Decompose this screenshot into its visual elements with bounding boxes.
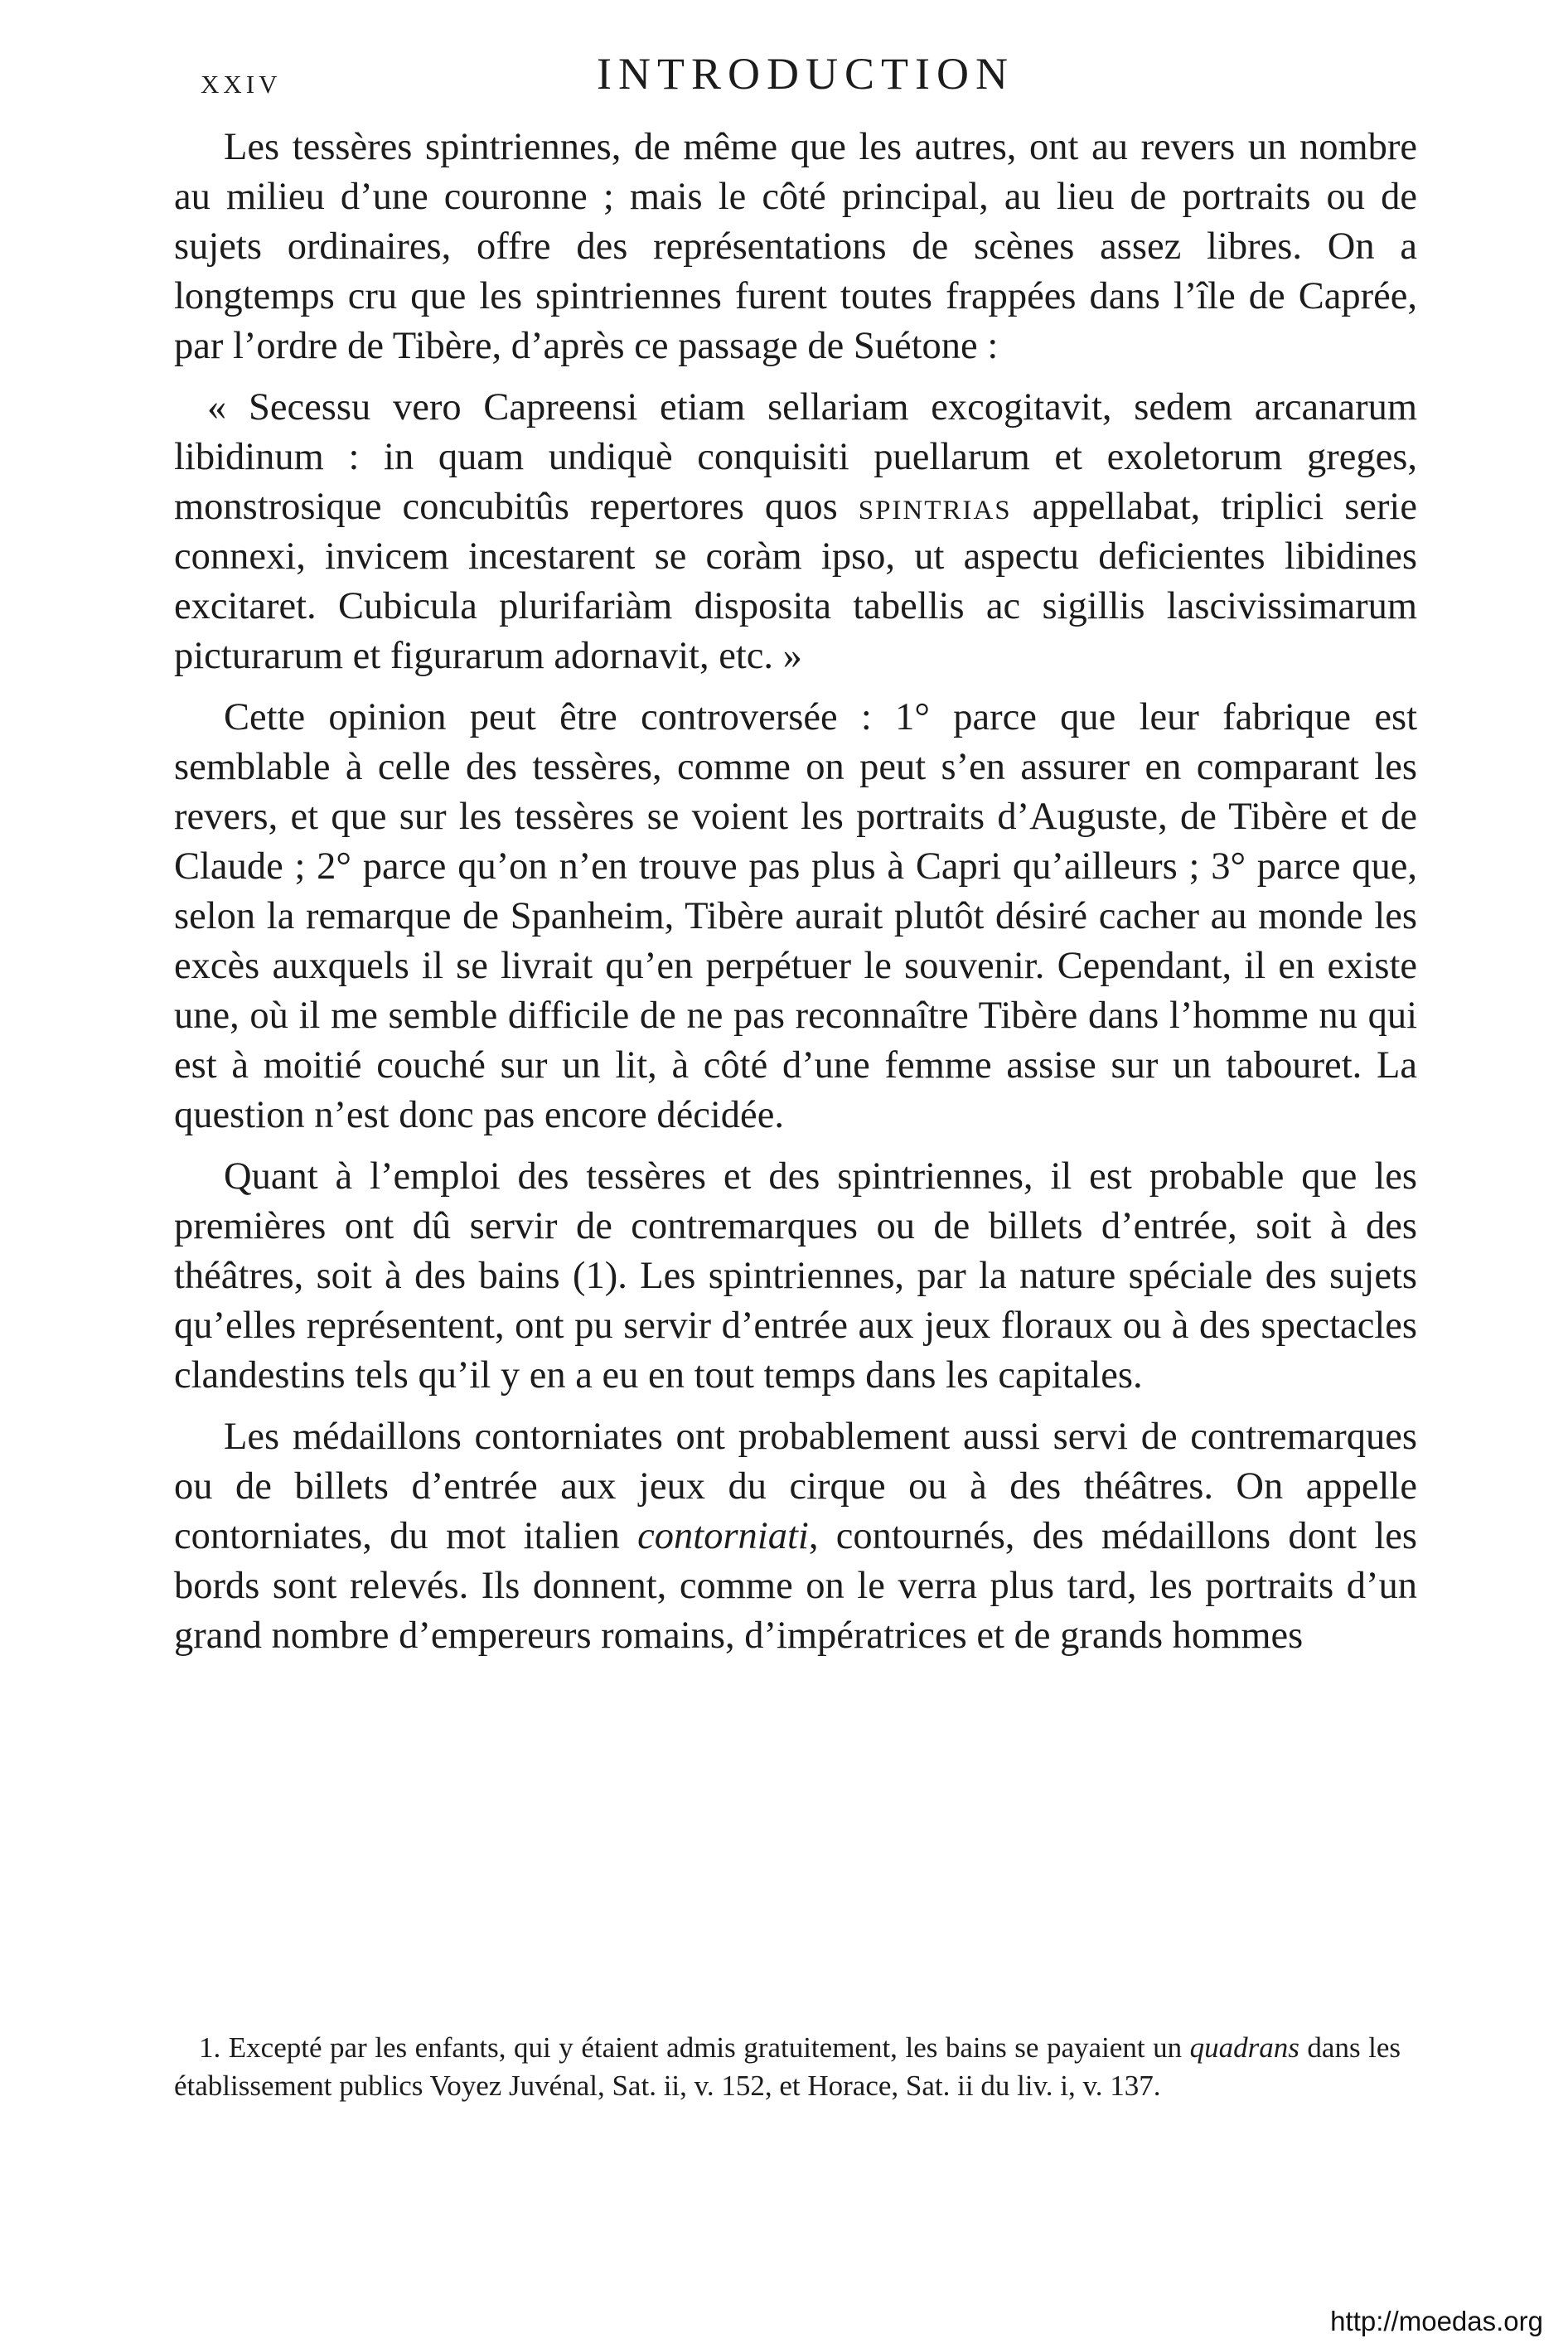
paragraph-contorniates bbox=[174, 1412, 1417, 1661]
footnote-italic-term: quadrans bbox=[1189, 2031, 1299, 2064]
footnotes bbox=[174, 2029, 1401, 2105]
paragraph-spintrian-tesserae: Les tessères spintriennes, de même que les autres, ont au revers un nombre au milieu d’une couronne ; mais le côté principal, au lieu de portraits ou de sujets ordinaires, offre des représentations de scènes assez libres. On a longtemps cru que les spintriennes furent toutes frappées dans l’île de Caprée, par l’ordre de Tibère, d’après ce passage de Suétone : bbox=[174, 126, 1417, 367]
page-header bbox=[196, 48, 1406, 106]
footnote-1 bbox=[174, 2029, 1401, 2105]
quote-smallcaps-term: spintrias bbox=[858, 486, 1012, 528]
paragraph-usage: Quant à l’emploi des tessères et des spintriennes, il est probable que les premières ont dû servir de contremarques ou de billets d’entrée, soit à des théâtres, soit à des bains (1). Les spintriennes, par la nature spéciale des sujets qu’elles représentent, ont pu servir d’entrée aux jeux floraux ou à des spectacles clandestins tels qu’il y en a eu en tout temps dans les capitales. bbox=[174, 1155, 1417, 1397]
footnote-text-end: dans les établissement publics Voyez Juvénal, Sat. ii, v. 152, et Horace, Sat. ii du liv. i, v. 137. bbox=[174, 2031, 1401, 2102]
quote-text-start: « Secessu vero Capreensi etiam sellariam excogitavit, sedem arcanarum libidinum : in quam undiquè conquisiti puellarum et exoletorum greges, monstrosique concubitûs repertores quos bbox=[174, 386, 1417, 528]
contorniates-text-start: Les médaillons contorniates ont probablement aussi servi de contremarques ou de billets d’entrée aux jeux du cirque ou à des théâtres. On appelle contorniates, du mot italien bbox=[174, 1416, 1417, 1557]
watermark-url: http://moedas.org bbox=[1330, 2306, 1543, 2336]
footnote-text-start: 1. Excepté par les enfants, qui y étaient admis gratuitement, les bains se payaient un bbox=[199, 2031, 1190, 2064]
contorniates-text-end: , contournés, des médaillons dont les bords sont relevés. Ils donnent, comme on le verra plus tard, les portraits d’un grand nombre d’empereurs romains, d’impératrices et de grands hommes bbox=[174, 1515, 1417, 1657]
page-number: xxiv bbox=[201, 61, 282, 101]
contorniates-italic-term: contorniati bbox=[637, 1515, 809, 1557]
body-text bbox=[174, 123, 1417, 1673]
paragraph-suetonius-quote bbox=[174, 383, 1417, 681]
paragraph-opinion: Cette opinion peut être controversée : 1° parce que leur fabrique est semblable à celle des tessères, comme on peut s’en assurer en comparant les revers, et que sur les tessères se voient les portraits d’Auguste, de Tibère et de Claude ; 2° parce qu’on n’en trouve pas plus à Capri qu’ailleurs ; 3° parce que, selon la remarque de Spanheim, Tibère aurait plutôt désiré cacher au monde les excès auxquels il se livrait qu’en perpétuer le souvenir. Cependant, il en existe une, où il me semble difficile de ne pas reconnaître Tibère dans l’homme nu qui est à moitié couché sur un lit, à côté d’une femme assise sur un tabouret. La question n’est donc pas encore décidée. bbox=[174, 696, 1417, 1136]
quote-text-end: appellabat, triplici serie connexi, invicem incestarent se coràm ipso, ut aspectu deficientes libidines excitaret. Cubicula plurifariàm disposita tabellis ac sigillis lascivissimarum picturarum et figurarum adornavit, etc. » bbox=[174, 486, 1417, 677]
running-title: INTRODUCTION bbox=[597, 49, 1014, 99]
